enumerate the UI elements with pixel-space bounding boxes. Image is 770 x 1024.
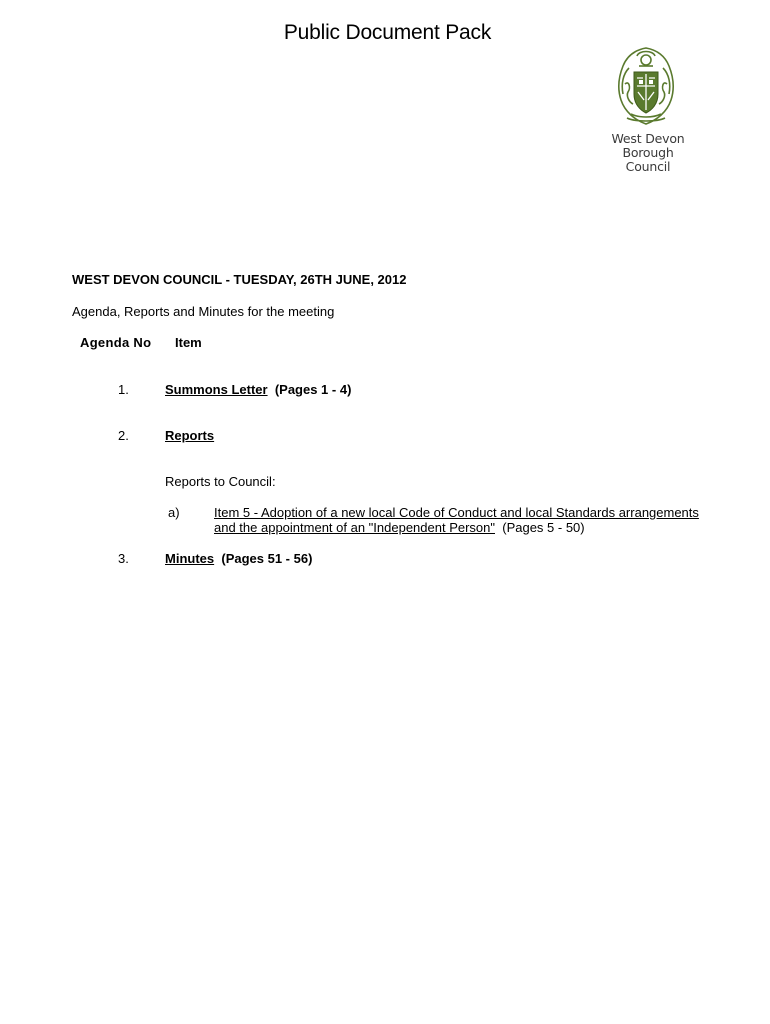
item-pages: (Pages 5 - 50) (502, 520, 585, 535)
reports-intro: Reports to Council: (165, 474, 276, 489)
item-number: 1. (118, 382, 129, 397)
reports-link[interactable]: Reports (165, 428, 215, 443)
item-number: 2. (118, 428, 129, 443)
item-pages: (Pages 1 - 4) (274, 382, 352, 397)
council-logo (598, 44, 698, 174)
agenda-item-reports (165, 428, 214, 443)
logo-line-2: Borough (622, 145, 674, 160)
column-header-item: Item (175, 335, 202, 350)
meeting-heading: WEST DEVON COUNCIL - TUESDAY, 26TH JUNE, 2012 (72, 272, 407, 287)
column-header-agenda-no: Agenda No (80, 335, 152, 350)
logo-line-3: Council (625, 159, 671, 174)
summons-letter-link[interactable]: Summons Letter (165, 382, 268, 397)
sub-item-letter: a) (168, 505, 180, 520)
minutes-link[interactable]: Minutes (165, 551, 215, 566)
item-number: 3. (118, 551, 129, 566)
item-5-link-line-1[interactable]: Item 5 - Adoption of a new local Code of Conduct and local Standards arrangements (214, 505, 699, 520)
agenda-subtitle: Agenda, Reports and Minutes for the meeting (72, 304, 335, 319)
page-title: Public Document Pack (283, 21, 492, 44)
agenda-item-summons (165, 382, 351, 397)
sub-item-text (214, 505, 754, 535)
coat-of-arms-icon (609, 44, 683, 130)
item-pages: (Pages 51 - 56) (221, 551, 313, 566)
agenda-item-minutes (165, 551, 312, 566)
item-5-link-line-2[interactable]: and the appointment of an "Independent Person" (214, 520, 495, 535)
logo-line-1: West Devon (611, 131, 685, 146)
